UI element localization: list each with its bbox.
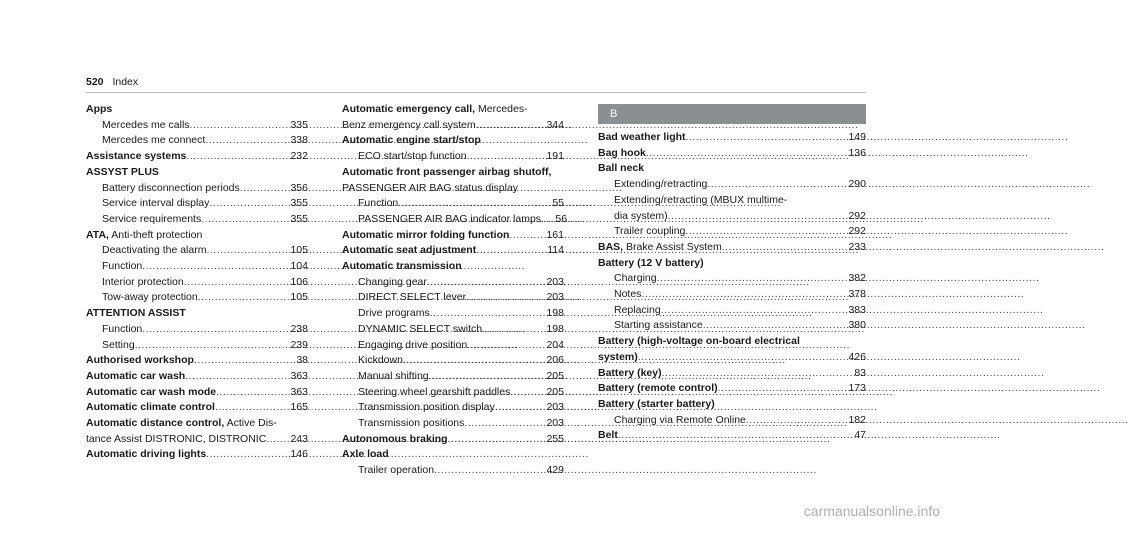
page-reference[interactable]: 136	[848, 146, 866, 159]
index-entry-text: Deactivating the alarm	[102, 244, 207, 257]
dot-leader	[206, 243, 286, 259]
index-entry-text: Replacing	[614, 303, 661, 316]
index-entry-text: Trailer coupling	[614, 225, 686, 238]
dot-leader	[685, 224, 844, 240]
index-entry[interactable]	[342, 228, 564, 244]
page-number: 520	[86, 76, 104, 88]
index-heading: Apps	[86, 103, 113, 115]
dot-leader	[482, 322, 542, 338]
index-entry[interactable]	[86, 118, 308, 134]
dot-leader	[198, 290, 286, 306]
index-entry-text: Bad weather light	[598, 131, 686, 143]
dot-leader	[466, 290, 542, 306]
index-entry-text: Transmission position display	[358, 401, 495, 414]
dot-leader	[194, 353, 286, 369]
dot-leader	[403, 353, 542, 369]
index-entry-text: Notes	[614, 288, 642, 301]
index-entry[interactable]	[86, 290, 308, 306]
index-entry-text: Function	[102, 322, 143, 335]
index-entry[interactable]	[598, 177, 866, 193]
index-entry[interactable]	[342, 416, 564, 432]
dot-leader	[495, 400, 542, 416]
page-reference[interactable]: 355	[290, 212, 308, 225]
dot-leader	[718, 381, 844, 397]
page-reference[interactable]: 380	[848, 319, 866, 332]
page-reference[interactable]: 233	[848, 240, 866, 253]
page-reference[interactable]: 243	[290, 432, 308, 445]
index-entry[interactable]	[598, 209, 866, 225]
page-reference[interactable]: 205	[546, 369, 564, 382]
page-reference[interactable]: 203	[546, 417, 564, 430]
page-header	[86, 76, 138, 88]
page-reference[interactable]: 104	[290, 260, 308, 273]
index-entry-text: Kickdown	[358, 354, 403, 367]
index-entry[interactable]	[598, 428, 866, 444]
dot-leader	[661, 303, 844, 319]
page-reference[interactable]: 182	[848, 413, 866, 426]
watermark: carmanualsonline.info	[803, 503, 940, 519]
page-reference[interactable]: 56	[555, 212, 568, 225]
index-term: ATA,	[86, 228, 109, 241]
dot-leader	[206, 447, 286, 463]
index-entry-text: Automatic climate control	[86, 401, 215, 414]
index-heading: ATTENTION ASSIST	[86, 307, 186, 320]
page-reference[interactable]: 105	[290, 244, 308, 257]
page-reference[interactable]: 114	[547, 244, 564, 257]
page-reference[interactable]: 203	[546, 275, 564, 288]
page-reference[interactable]: 344	[546, 118, 564, 131]
index-entry-text: Battery (key)	[598, 366, 662, 379]
dot-leader	[668, 209, 844, 225]
page-reference[interactable]: 335	[290, 118, 308, 131]
page-reference[interactable]: 105	[290, 291, 308, 304]
dot-leader	[638, 350, 844, 366]
index-entry-text: Drive programs	[358, 307, 430, 320]
page-reference[interactable]: 205	[546, 385, 564, 398]
index-entry[interactable]	[598, 240, 866, 256]
dot-leader	[510, 385, 542, 401]
index-entry-text: Charging	[614, 272, 657, 285]
dot-leader	[142, 322, 286, 338]
dot-leader	[434, 463, 542, 479]
index-heading: Automatic engine start/stop	[342, 134, 481, 147]
page-reference[interactable]: 203	[546, 401, 564, 414]
dot-leader	[646, 146, 844, 162]
index-entry-text: Changing gear	[358, 275, 427, 288]
index-heading: Battery (high-voltage on-board electrical	[598, 335, 800, 348]
index-entry-text: Autonomous braking	[342, 432, 448, 445]
page-reference[interactable]: 356	[290, 181, 308, 194]
index-entry-text: Steering wheel gearshift paddles	[358, 385, 511, 398]
header-divider	[86, 92, 866, 93]
page-reference[interactable]: 292	[848, 225, 866, 238]
index-entry[interactable]	[342, 149, 564, 165]
index-entry[interactable]	[86, 149, 308, 165]
index-heading: Automatic transmission	[342, 260, 462, 273]
index-entry[interactable]	[342, 432, 564, 448]
index-entry[interactable]	[86, 322, 308, 338]
index-heading: Battery (starter battery)	[598, 397, 715, 410]
page-reference[interactable]: 363	[290, 369, 308, 382]
dot-leader	[427, 275, 542, 291]
index-term-note: Mercedes-	[475, 103, 528, 115]
index-entry[interactable]	[86, 400, 308, 416]
index-entry[interactable]	[598, 318, 866, 334]
page-reference[interactable]: 429	[546, 464, 564, 477]
dot-leader	[448, 432, 542, 448]
dot-leader	[703, 318, 844, 334]
page-reference[interactable]: 198	[546, 322, 564, 335]
index-heading	[342, 102, 564, 118]
page-reference[interactable]: 426	[848, 350, 866, 363]
dot-leader	[429, 369, 542, 385]
dot-leader	[216, 385, 286, 401]
index-term-note: Active Dis-	[224, 417, 277, 430]
page-reference[interactable]: 238	[290, 322, 308, 335]
page-reference[interactable]: 363	[290, 385, 308, 398]
index-entry-text: PASSENGER AIR BAG indicator lamps	[358, 212, 542, 225]
index-entry[interactable]	[598, 413, 866, 429]
index-entry[interactable]	[86, 259, 308, 275]
index-entry[interactable]	[342, 463, 564, 479]
dot-leader	[467, 149, 542, 165]
index-term: Automatic emergency call,	[342, 103, 476, 115]
index-entry[interactable]	[342, 275, 564, 291]
index-entry[interactable]	[342, 338, 564, 354]
index-entry-text: Mercedes me calls	[102, 118, 190, 131]
page-reference[interactable]: 378	[848, 288, 866, 301]
index-entry[interactable]	[598, 381, 866, 397]
index-entry-text: Assistance systems	[86, 150, 187, 163]
page-reference[interactable]: 255	[546, 432, 564, 445]
index-entry[interactable]	[342, 243, 564, 259]
page-reference[interactable]: 338	[290, 134, 308, 147]
page-reference[interactable]: 106	[290, 275, 308, 288]
dot-leader	[476, 243, 542, 259]
index-entry[interactable]	[598, 146, 866, 162]
index-entry[interactable]	[86, 338, 308, 354]
index-entry-text: Benz emergency call system	[342, 118, 476, 131]
index-entry-text: Authorised workshop	[86, 354, 194, 367]
index-entry[interactable]	[598, 350, 866, 366]
index-entry-text: Starting assistance	[614, 319, 703, 332]
index-entry[interactable]	[342, 306, 564, 322]
page-reference[interactable]: 38	[296, 354, 308, 367]
index-entry-text: DIRECT SELECT lever	[358, 291, 467, 304]
index-entry-text: Trailer operation	[358, 464, 435, 477]
page-reference[interactable]: 203	[546, 291, 564, 304]
dot-leader	[476, 118, 542, 134]
index-entry[interactable]	[598, 224, 866, 240]
index-entry-text: Service requirements	[102, 212, 202, 225]
dot-leader	[190, 118, 286, 134]
dot-leader	[135, 338, 286, 354]
index-entry-text: Manual shifting	[358, 369, 429, 382]
dot-leader	[186, 149, 286, 165]
index-entry-text: tance Assist DISTRONIC, DISTRONIC	[86, 432, 267, 445]
index-entry-text: Automatic driving lights	[86, 448, 207, 461]
index-entry[interactable]	[342, 212, 568, 228]
index-heading: Axle load	[342, 448, 389, 461]
page-reference[interactable]: 239	[290, 338, 308, 351]
index-entry[interactable]	[86, 432, 308, 448]
index-entry[interactable]	[342, 353, 564, 369]
index-text-line: PASSENGER AIR BAG status display	[342, 181, 519, 194]
dot-leader	[746, 413, 844, 429]
dot-leader	[467, 338, 542, 354]
index-entry[interactable]	[86, 133, 308, 149]
page-reference[interactable]: 191	[546, 150, 564, 163]
page-reference[interactable]: 383	[848, 303, 866, 316]
index-entry[interactable]	[342, 118, 564, 134]
index-entry[interactable]	[342, 385, 564, 401]
dot-leader	[662, 366, 844, 382]
page-reference[interactable]: 204	[546, 338, 564, 351]
index-heading: ASSYST PLUS	[86, 165, 159, 178]
index-entry-text: Extending/retracting	[614, 178, 708, 191]
index-entry[interactable]	[86, 447, 308, 463]
index-entry-text: Automatic car wash mode	[86, 385, 217, 398]
index-entry[interactable]	[342, 196, 564, 212]
index-heading: Battery (12 V battery)	[598, 256, 704, 269]
index-column-1	[86, 102, 308, 463]
dot-leader	[464, 416, 542, 432]
index-text-line: Extending/retracting (MBUX multime-	[614, 193, 788, 206]
index-column-3	[598, 102, 866, 444]
dot-leader	[618, 428, 844, 444]
page-reference[interactable]: 55	[552, 197, 564, 210]
page-reference[interactable]: 173	[848, 382, 866, 395]
dot-leader	[266, 432, 286, 448]
index-heading: Ball neck	[598, 162, 645, 175]
index-heading: Automatic front passenger airbag shutoff,	[342, 165, 552, 178]
index-term-note: Brake Assist System	[623, 240, 722, 253]
index-entry[interactable]	[598, 130, 866, 146]
dot-leader	[722, 240, 844, 256]
dot-leader	[641, 287, 844, 303]
dot-leader	[184, 275, 286, 291]
dot-leader	[686, 130, 844, 146]
index-entry-text: Bag hook	[598, 146, 646, 159]
section-title: Index	[112, 76, 139, 88]
index-entry-text: Battery (remote control)	[598, 382, 718, 395]
page-reference[interactable]: 198	[546, 307, 564, 320]
index-entry[interactable]	[86, 181, 308, 197]
page-reference[interactable]: 161	[546, 228, 564, 241]
dot-leader	[185, 369, 286, 385]
index-entry-text: Engaging drive position	[358, 338, 468, 351]
index-entry[interactable]	[86, 212, 308, 228]
dot-leader	[707, 177, 844, 193]
index-entry-text: system)	[598, 350, 638, 363]
index-entry[interactable]	[86, 385, 308, 401]
page-reference[interactable]: 83	[854, 366, 866, 379]
index-entry[interactable]	[342, 322, 564, 338]
page-reference[interactable]: 232	[290, 150, 308, 163]
index-column-2	[342, 102, 568, 479]
index-heading	[86, 416, 308, 432]
index-heading	[86, 228, 308, 244]
page-reference[interactable]: 292	[848, 209, 866, 222]
index-entry[interactable]	[598, 303, 866, 319]
index-entry[interactable]	[598, 271, 866, 287]
index-entry-text: DYNAMIC SELECT switch	[358, 322, 483, 335]
dot-leader	[209, 196, 286, 212]
page-reference[interactable]: 146	[290, 448, 308, 461]
page-reference[interactable]: 165	[290, 401, 308, 414]
index-entry[interactable]	[86, 196, 308, 212]
dot-leader	[142, 259, 286, 275]
index-entry-text: Transmission positions	[358, 417, 465, 430]
page-reference[interactable]: 149	[848, 131, 866, 143]
index-entry-text: Function	[102, 260, 143, 273]
page-reference[interactable]: 290	[848, 178, 866, 191]
index-entry-text: Automatic mirror folding function	[342, 228, 510, 241]
index-entry-text: Belt	[598, 429, 618, 442]
dot-leader	[657, 271, 844, 287]
index-entry-text: Mercedes me connect	[102, 134, 206, 147]
index-entry[interactable]	[598, 366, 866, 382]
index-term-note: Anti-theft protection	[108, 228, 203, 241]
index-entry-text: Automatic car wash	[86, 369, 186, 382]
index-entry-text: Function	[358, 197, 399, 210]
page-reference[interactable]: 382	[848, 272, 866, 285]
index-entry[interactable]	[342, 400, 564, 416]
page-reference[interactable]: 206	[546, 354, 564, 367]
index-entry-text: Automatic seat adjustment	[342, 244, 477, 257]
dot-leader	[205, 133, 286, 149]
index-entry-text: Tow-away protection	[102, 291, 198, 304]
dot-leader	[509, 228, 542, 244]
section-letter-header: B	[598, 104, 866, 124]
index-entry[interactable]	[86, 243, 308, 259]
index-entry[interactable]	[598, 287, 866, 303]
page-reference[interactable]: 47	[854, 429, 866, 442]
dot-leader	[215, 400, 286, 416]
index-entry-text	[598, 240, 722, 256]
dot-leader	[240, 181, 286, 197]
index-term: Automatic distance control,	[86, 417, 225, 430]
dot-leader	[430, 306, 542, 322]
page-reference[interactable]: 355	[290, 197, 308, 210]
index-term: BAS,	[598, 240, 624, 253]
index-entry[interactable]	[86, 353, 308, 369]
index-entry-text: ECO start/stop function	[358, 150, 467, 163]
dot-leader	[398, 196, 542, 212]
index-entry[interactable]	[342, 369, 564, 385]
dot-leader	[201, 212, 286, 228]
index-entry-text: Service interval display	[102, 197, 210, 210]
index-entry-text: Charging via Remote Online	[614, 413, 746, 426]
index-entry[interactable]	[86, 275, 308, 291]
index-entry[interactable]	[86, 369, 308, 385]
index-entry-text: Battery disconnection periods	[102, 181, 240, 194]
index-entry-text: dia system)	[614, 209, 668, 222]
index-entry[interactable]	[342, 290, 564, 306]
index-entry-text: Interior protection	[102, 275, 184, 288]
index-entry-text: Setting	[102, 338, 135, 351]
